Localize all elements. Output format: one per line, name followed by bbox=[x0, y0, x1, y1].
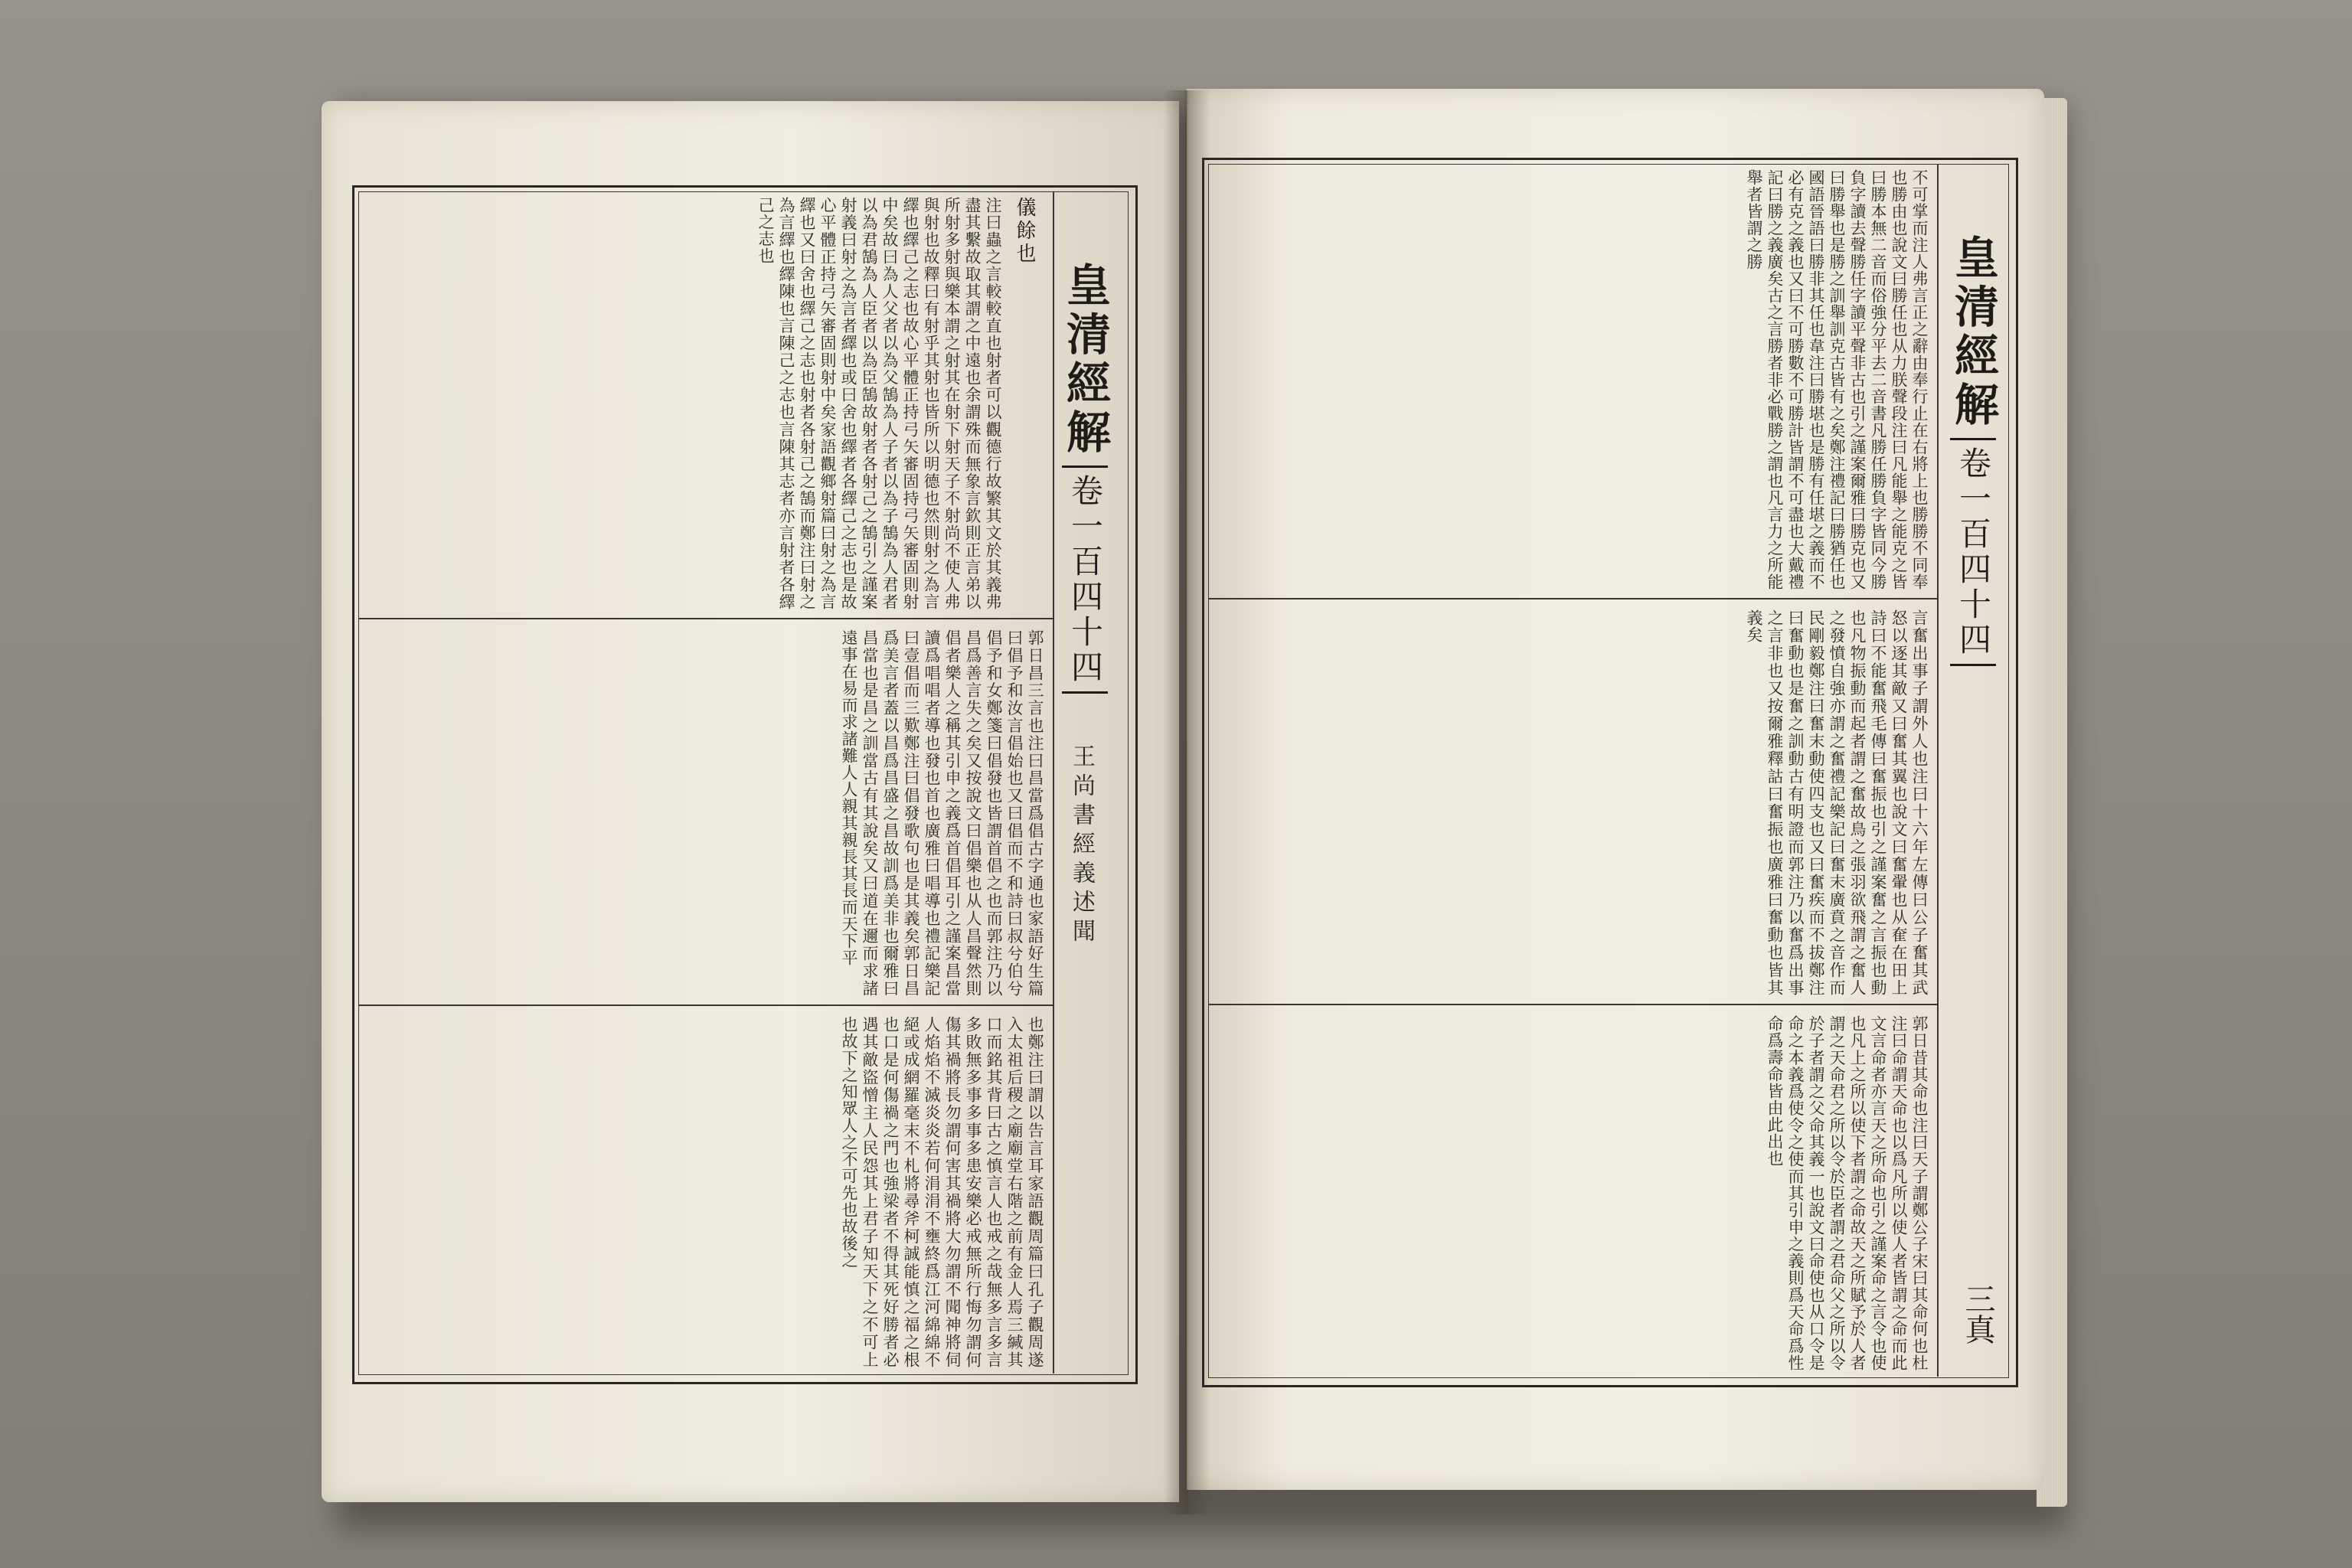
left-banner-title: 皇清經解 bbox=[1059, 262, 1111, 458]
left-page bbox=[322, 101, 1179, 1502]
open-book bbox=[322, 83, 2067, 1522]
left-middle-panel bbox=[368, 629, 1045, 997]
left-column-heading: 儀餘也 bbox=[1013, 197, 1036, 266]
right-banner-divider bbox=[1937, 164, 1939, 1377]
right-bottom-text: 郭日昔其命也注曰天子謂鄭公子宋曰其命何也杜注曰命謂天命也以爲凡所以使人者皆謂之命而此文言命者亦言天之所命也引之謹案命之言令也使也凡上之所以使下者謂之命故天之所賦予於人者謂之天命君之所以令於臣者謂之君命父之所以令於子者謂之父命其義一也說文曰命使也从口令是命之本義爲使令之使而其引申之義則爲天命爲性命爲壽命皆由此出也 bbox=[1766, 1015, 1929, 1371]
left-middle-text: 郭日昌三言也注曰昌當爲倡古字通也家語好生篇曰倡予和汝言倡始也又曰倡而不和詩曰叔兮伯兮倡予和女鄭箋曰倡發也皆謂首倡之也而郭注乃以昌爲善言失之矣又按說文曰倡樂也从人昌聲然則倡者樂人之稱其引申之義爲首倡耳引之謹案昌當讀爲唱唱者導也發也首也廣雅曰唱導也禮記樂記曰壹倡而三歎鄭注曰倡發歌句也是其義矣郭日昌爲美言者蓋以昌爲昌盛之昌故訓爲美非也爾雅曰昌當也是昌之訓當古有其說矣又曰道在邇而求諸遠事在易而求諸難人人親其親長其長而天下平 bbox=[840, 629, 1044, 997]
left-top-text: 注曰蟲之言較較直也射者可以觀德行故繁其文於其義弗盡其繫故取其謂之中遠也余謂殊而無象言欽則正言弟以所射多射與樂本謂之射其在射下射天子不射尚不使人弗與射也故釋曰有射乎其射也皆所以明德也然則射之為言繹也繹己之志也故心平體正持弓矢審固持弓矢審固則射中矣故曰為人父者以為父鵠為人子者以為子鵠為人君者以為君鵠為人臣者以為臣鵠故射者各射己之鵠引之謹案射義曰射之為言者繹也或曰舍也繹者各繹己之志也是故心平體正持弓矢審固則射中矣家語觀鄉射篇曰射之為言繹也又曰舍也繹己之志也射者各射己之鵠而鄭注曰射之為言繹也繹陳也言陳己之志也言陳其志者亦言射者各繹己之志也 bbox=[756, 197, 1002, 610]
right-banner bbox=[1945, 234, 2001, 666]
right-middle-panel bbox=[1217, 609, 1929, 996]
right-upper-divider bbox=[1208, 598, 1937, 599]
left-lower-divider bbox=[358, 1004, 1053, 1006]
left-banner-juan: 卷一百四十四 bbox=[1062, 466, 1108, 694]
left-colophon: 王尚書經義述聞 bbox=[1068, 744, 1095, 948]
right-middle-text: 言奮出事子謂外人也注曰十六年左傳曰公子奮其武怒以逐其敵又曰奮其翼也說文曰奮翬也从奞在田上詩曰不能奮飛毛傳曰奮振也引之謹案奮之言振也動也凡物振動而起者謂之奮故鳥之張羽欲飛謂之奮人之發憤自強亦謂之奮禮記樂記曰奮末廣賁之音作而民剛毅鄭注曰奮末動使四支也又曰奮疾而不拔鄭注曰奮動也是奮之訓動古有明證而郭注乃以奮爲出事之言非也又按爾雅釋詁曰奮振也廣雅曰奮動也皆其義矣 bbox=[1745, 609, 1929, 996]
right-bottom-panel bbox=[1217, 1015, 1929, 1371]
left-banner-divider bbox=[1053, 191, 1054, 1374]
right-banner-juan: 卷一百四十四 bbox=[1950, 438, 1996, 666]
left-top-panel bbox=[368, 197, 1003, 610]
left-banner bbox=[1057, 262, 1113, 694]
right-top-text: 不可掌而注人弗言正之辭由奉行止在右將上也勝勝不同奉也勝由也說文曰勝任也从力朕聲段注曰凡能舉之能克之皆曰勝本無二音而俗強分平去二音書凡勝任勝負字皆同今勝負字讀去聲勝任字讀平聲非古也引之謹案爾雅曰勝克也又曰勝舉也是勝之訓舉訓克古皆有之矣鄭注禮記曰勝猶任也國語晉語曰勝非其任也韋注曰勝堪也是勝有任堪之義而不必有克之義也又曰不可勝數不可勝計皆謂不可盡也大戴禮記曰勝之義廣矣古之言勝者非必戰勝之謂也凡言力之所能舉者皆謂之勝 bbox=[1745, 169, 1929, 590]
right-banner-title: 皇清經解 bbox=[1947, 234, 1999, 430]
right-lower-divider bbox=[1208, 1004, 1937, 1005]
right-folio-number: 三真 bbox=[1960, 1283, 1995, 1344]
book-gutter bbox=[1164, 90, 1210, 1514]
right-page bbox=[1187, 89, 2044, 1490]
left-bottom-panel bbox=[368, 1016, 1045, 1368]
left-upper-divider bbox=[358, 618, 1053, 619]
left-bottom-text: 也鄭注曰謂以告言耳家語觀周篇曰孔子觀周遂入太祖后稷之廟廟堂右階之前有金人焉三緘其口而銘其背曰古之慎言人也戒之哉無多言多言多敗無多事多事多患安樂必戒無所行悔勿謂何傷其禍將長勿謂何害其禍將大勿謂不聞神將伺人焰焰不滅炎炎若何涓涓不壅終爲江河綿綿不絕或成網羅毫末不札將尋斧柯誠能慎之福之根也口是何傷禍之門也強梁者不得其死好勝者必遇其敵盜憎主人民怨其上君子知天下之不可上也故下之知眾人之不可先也故後之 bbox=[840, 1016, 1044, 1368]
right-top-panel bbox=[1217, 169, 1929, 590]
